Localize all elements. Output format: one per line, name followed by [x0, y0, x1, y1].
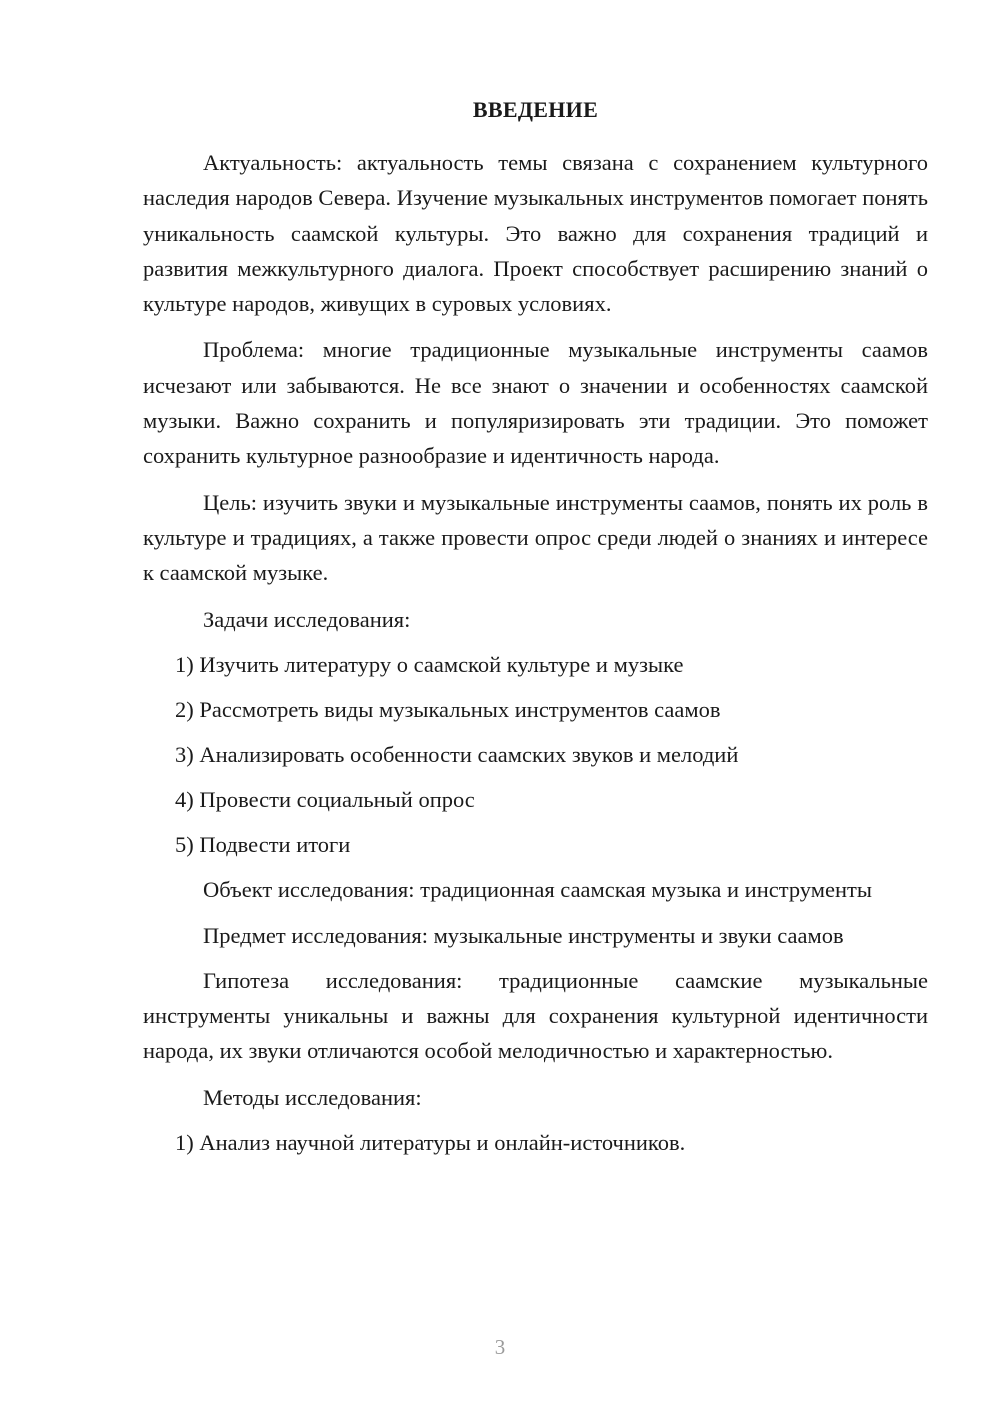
- list-item: 3) Анализировать особенности саамских звуков и мелодий: [175, 741, 739, 767]
- goal-paragraph: Цель: изучить звуки и музыкальные инструменты саамов, понять их роль в культуре и традициях, а также провести опрос среди людей о знаниях и интересе к саамской музыке.: [143, 489, 928, 586]
- methods-list: [143, 1125, 928, 1160]
- page-number: 3: [494, 1335, 506, 1359]
- list-item: 4) Провести социальный опрос: [175, 786, 475, 812]
- page-content: [143, 95, 928, 1170]
- list-item: 1) Изучить литературу о саамской культуре и музыке: [175, 651, 684, 677]
- methods-heading: Методы исследования:: [203, 1084, 422, 1110]
- relevance-paragraph: Актуальность: актуальность темы связана с сохранением культурного наследия народов Севера. Изучение музыкальных инструментов помогает понять уникальность саамской культуры. Это важно для сохранения традиций и развития межкультурного диалога. Проект способствует расширению знаний о культуре народов, живущих в суровых условиях.: [143, 150, 928, 317]
- problem-paragraph: Проблема: многие традиционные музыкальные инструменты саамов исчезают или забываются. Не все знают о значении и особенностях саамской музыки. Важно сохранить и популяризировать эти традиции. Это поможет сохранить культурное разнообразие и идентичность народа.: [143, 337, 928, 469]
- section-title: ВВЕДЕНИЕ: [472, 97, 599, 122]
- object-paragraph: Объект исследования: традиционная саамская музыка и инструменты: [203, 876, 872, 902]
- subject-paragraph: Предмет исследования: музыкальные инструменты и звуки саамов: [203, 922, 844, 948]
- list-item: 2) Рассмотреть виды музыкальных инструментов саамов: [175, 696, 721, 722]
- tasks-list: [143, 647, 928, 862]
- list-item: 5) Подвести итоги: [175, 831, 351, 857]
- hypothesis-paragraph: Гипотеза исследования: традиционные саамские музыкальные инструменты уникальны и важны для сохранения культурной идентичности народа, их звуки отличаются особой мелодичностью и характерностью.: [143, 967, 928, 1064]
- list-item: 1) Анализ научной литературы и онлайн-источников.: [175, 1129, 686, 1155]
- tasks-heading: Задачи исследования:: [203, 606, 411, 632]
